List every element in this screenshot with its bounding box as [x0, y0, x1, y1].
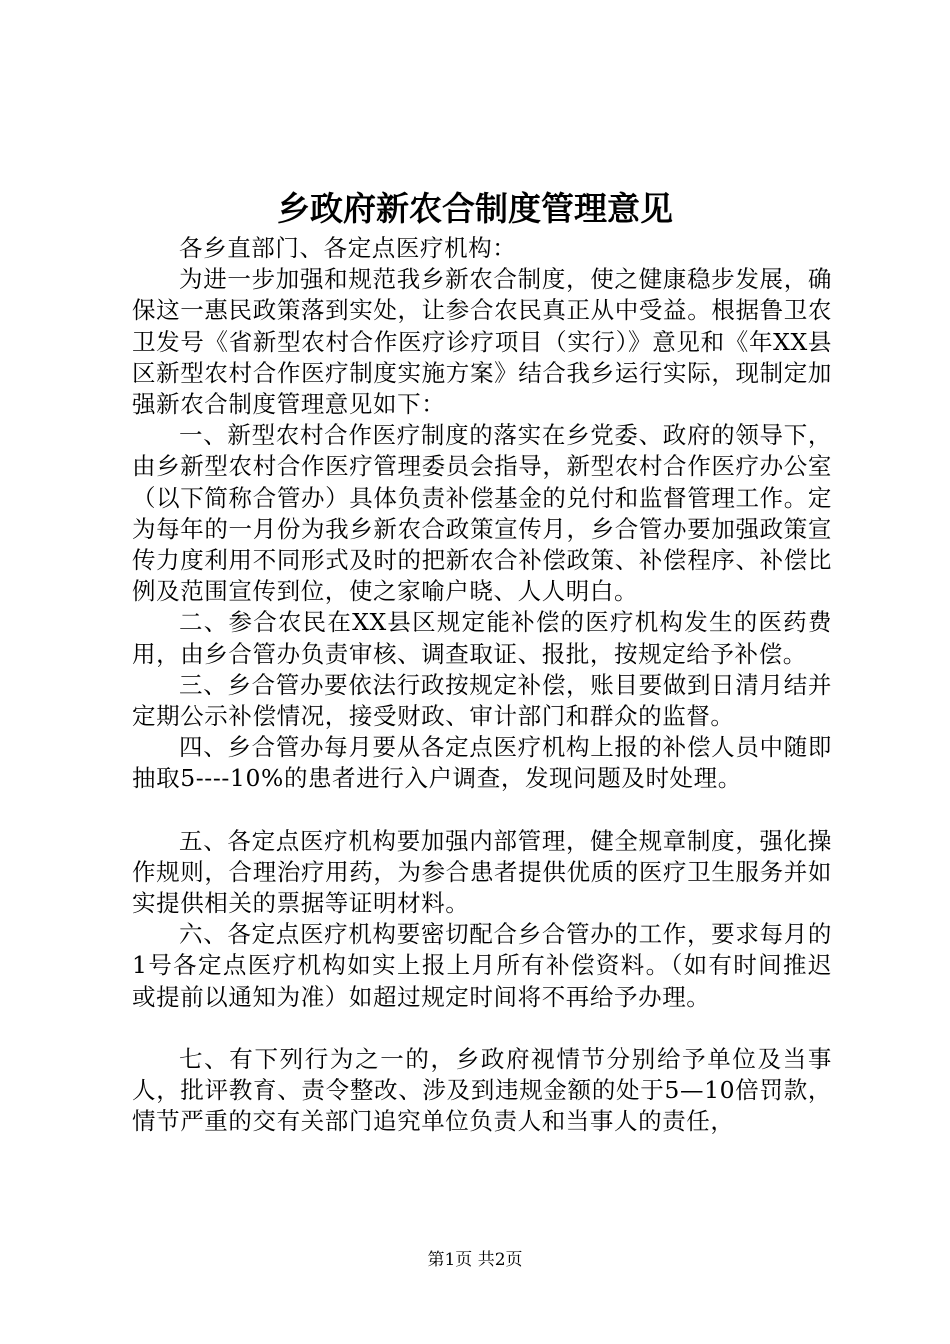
paragraph-item-2: 二、参合农民在XX县区规定能补偿的医疗机构发生的医药费用，由乡合管办负责审核、调查取证、报批，按规定给予补偿。 [132, 608, 832, 668]
paragraph-intro: 为进一步加强和规范我乡新农合制度，使之健康稳步发展，确保这一惠民政策落到实处，让参合农民真正从中受益。根据鲁卫农卫发号《省新型农村合作医疗诊疗项目（实行）》意见和《年XX县区新型农村合作医疗制度实施方案》结合我乡运行实际，现制定加强新农合制度管理意见如下： [132, 265, 832, 419]
paragraph-item-5: 五、各定点医疗机构要加强内部管理，健全规章制度，强化操作规则，合理治疗用药，为参合患者提供优质的医疗卫生服务并如实提供相关的票据等证明材料。 [132, 826, 832, 918]
salutation: 各乡直部门、各定点医疗机构： [179, 234, 517, 262]
paragraph-item-1: 一、新型农村合作医疗制度的落实在乡党委、政府的领导下，由乡新型农村合作医疗管理委员会指导，新型农村合作医疗办公室（以下简称合管办）具体负责补偿基金的兑付和监督管理工作。定为每年的一月份为我乡新农合政策宣传月，乡合管办要加强政策宣传力度利用不同形式及时的把新农合补偿政策、补偿程序、补偿比例及范围宣传到位，使之家喻户晓、人人明白。 [132, 421, 832, 606]
paragraph-item-7: 七、有下列行为之一的，乡政府视情节分别给予单位及当事人，批评教育、责令整改、涉及到违规金额的处于5—10倍罚款，情节严重的交有关部门追究单位负责人和当事人的责任， [132, 1044, 832, 1136]
paragraph-item-6: 六、各定点医疗机构要密切配合乡合管办的工作，要求每月的1号各定点医疗机构如实上报上月所有补偿资料。（如有时间推迟或提前以通知为准）如超过规定时间将不再给予办理。 [132, 920, 832, 1011]
page-number-footer: 第1页 共2页 [427, 1250, 523, 1270]
document-body [132, 233, 832, 1137]
paragraph-item-3: 三、乡合管办要依法行政按规定补偿，账目要做到日清月结并定期公示补偿情况，接受财政、审计部门和群众的监督。 [132, 670, 832, 731]
document-title: 乡政府新农合制度管理意见 [277, 189, 673, 228]
paragraph-item-4: 四、乡合管办每月要从各定点医疗机构上报的补偿人员中随即抽取5----10%的患者进行入户调查，发现问题及时处理。 [132, 733, 832, 793]
